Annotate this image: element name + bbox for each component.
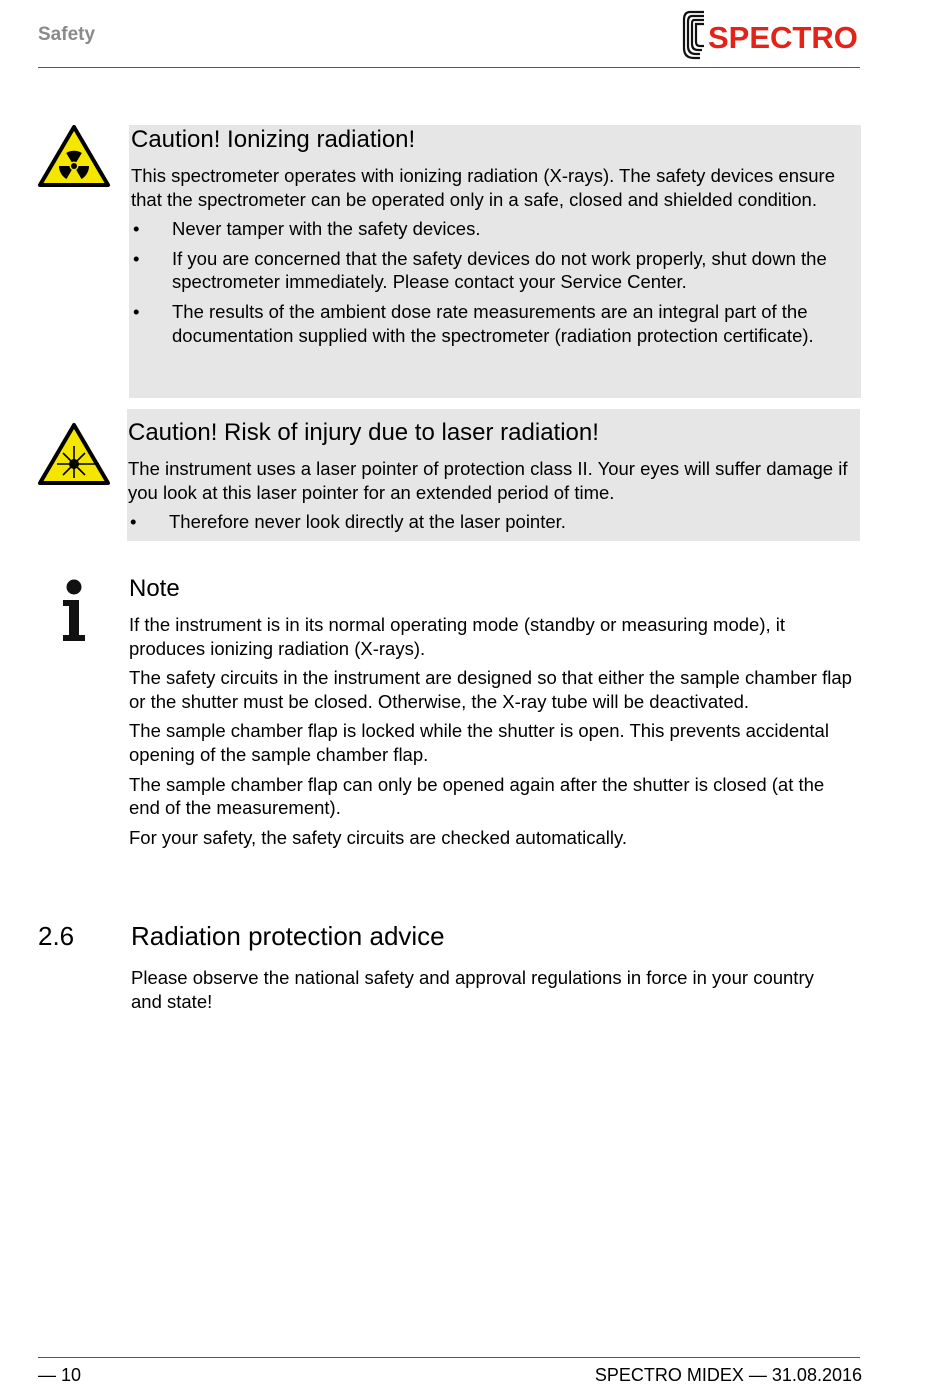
list-item: • Therefore never look directly at the laser pointer.: [130, 511, 566, 533]
caution-ionizing-box: [129, 125, 861, 398]
section-number: 2.6: [38, 921, 75, 951]
spectro-logo: [680, 8, 862, 62]
spectro-logo-mark-icon: [680, 8, 710, 62]
list-item: • If you are concerned that the safety devices do not work properly, shut down the spectrometer immediately. Please contact your Service Center.: [133, 247, 827, 293]
note-paragraph: The sample chamber flap can only be opened again after the shutter is closed (at the end of the measurement).: [129, 773, 825, 819]
note-block: [129, 575, 859, 855]
logo-wordmark: SPECTRO: [708, 20, 858, 55]
list-item: • Never tamper with the safety devices.: [133, 218, 481, 240]
note-paragraph: For your safety, the safety circuits are checked automatically.: [129, 826, 627, 848]
radiation-warning-icon: [37, 124, 111, 188]
note-paragraph: The sample chamber flap is locked while the shutter is open. This prevents accidental opening of the sample chamber flap.: [129, 720, 829, 765]
info-icon: [58, 578, 90, 642]
caution-laser-box: [127, 409, 860, 541]
note-paragraph: If the instrument is in its normal operating mode (standby or measuring mode), it produces ionizing radiation (X-rays).: [129, 614, 786, 659]
caution-laser-intro: The instrument uses a laser pointer of protection class II. Your eyes will suffer damage if you look at this laser pointer for an extended period of time.: [128, 458, 848, 503]
list-item: • The results of the ambient dose rate measurements are an integral part of the documentation supplied with the spectrometer (radiation protection certificate).: [133, 300, 814, 346]
note-title: Note: [129, 575, 180, 602]
section-body: Please observe the national safety and approval regulations in force in your country and state!: [131, 967, 814, 1012]
running-header-section: Safety: [38, 24, 96, 45]
caution-ionizing-title: Caution! Ionizing radiation!: [131, 126, 416, 153]
page-number: — 10: [38, 1365, 82, 1385]
laser-warning-icon: [37, 422, 111, 486]
footer-rule: [38, 1357, 860, 1358]
document-id: SPECTRO MIDEX — 31.08.2016: [594, 1365, 862, 1385]
caution-ionizing-intro: This spectrometer operates with ionizing radiation (X-rays). The safety devices ensure that the spectrometer can be operated only in a safe, closed and shielded condition.: [131, 165, 836, 210]
caution-laser-title: Caution! Risk of injury due to laser radiation!: [128, 419, 599, 446]
header-rule: [38, 67, 860, 68]
section-title: Radiation protection advice: [131, 921, 445, 951]
note-paragraph: The safety circuits in the instrument are designed so that either the sample chamber flap or the shutter must be closed. Otherwise, the X-ray tube will be deactivated.: [129, 667, 852, 712]
